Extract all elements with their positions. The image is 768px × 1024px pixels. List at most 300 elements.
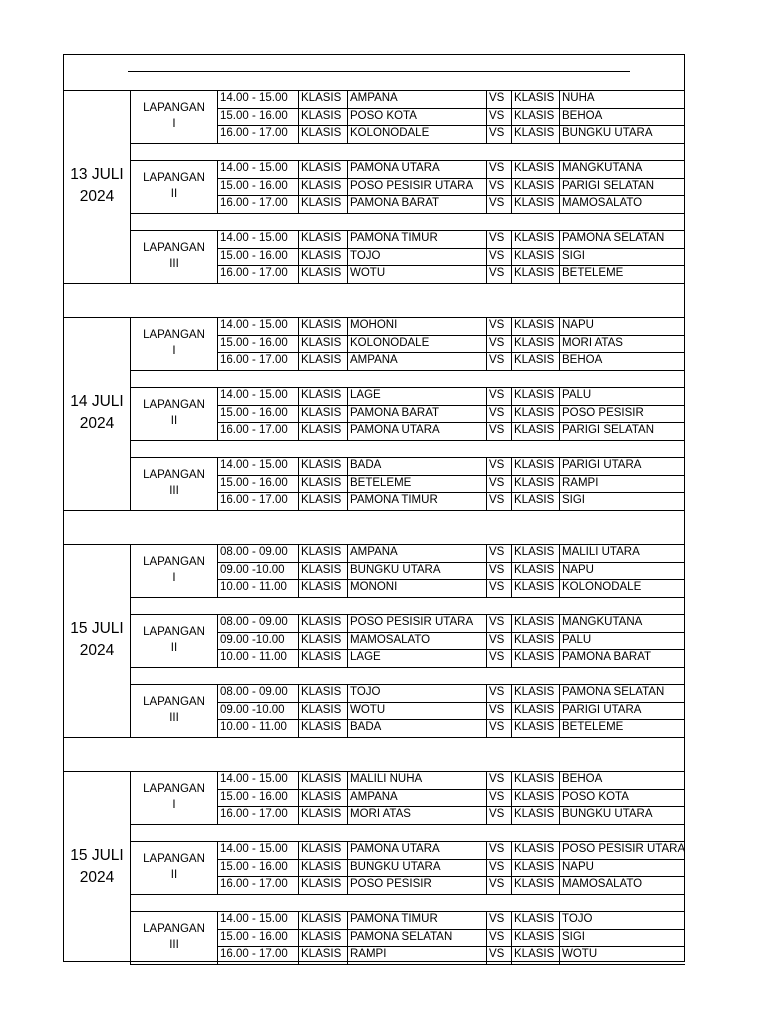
grid-line [130,283,685,284]
klasis-label: KLASIS [301,581,342,593]
field-label-number: III [169,939,179,952]
team-b: PARIGI UTARA [562,703,642,716]
team-a: MORI ATAS [350,808,411,820]
grid-line [559,90,560,143]
team-b: MAMOSALATO [562,197,643,209]
team-b: PARIGI UTARA [562,459,642,471]
grid-line [347,841,348,894]
grid-line [130,440,685,441]
match-time: 16.00 - 17.00 [220,878,288,890]
field-label [131,694,217,726]
team-a: KOLONODALE [350,127,430,139]
team-a: PAMONA TIMUR [350,232,438,244]
vs-label: VS [489,389,505,401]
team-a: POSO PESISIR UTARA [350,179,474,192]
team-b: POSO PESISIR UTARA [562,843,685,855]
klasis-label: KLASIS [514,930,555,943]
grid-line [511,230,512,283]
vs-label: VS [489,790,505,803]
grid-line [559,544,560,597]
klasis-label: KLASIS [514,354,555,366]
date-year: 2024 [79,415,115,433]
date-label [64,164,130,208]
team-b: NUHA [562,92,595,104]
match-time: 10.00 - 11.00 [220,721,287,733]
match-time: 08.00 - 09.00 [220,546,288,558]
vs-label: VS [489,948,505,960]
klasis-label: KLASIS [301,109,342,122]
klasis-label: KLASIS [301,808,342,820]
date-day-month: 14 JULI [70,393,124,411]
klasis-label: KLASIS [301,633,342,646]
field-label-number: I [172,799,176,812]
klasis-label: KLASIS [301,232,342,244]
vs-label: VS [489,546,505,558]
vs-label: VS [489,878,505,890]
grid-line [130,213,131,231]
team-b: MORI ATAS [562,336,623,349]
team-b: SIGI [562,249,586,262]
vs-label: VS [489,633,505,646]
team-b: PARIGI SELATAN [562,179,655,192]
grid-line [486,684,487,737]
team-a: BADA [350,721,382,733]
team-b: PAMONA SELATAN [562,686,665,698]
team-a: PAMONA TIMUR [350,913,438,925]
grid-line [486,387,487,440]
vs-label: VS [489,267,505,279]
team-b: POSO PESISIR [562,406,644,419]
field-label-number: II [170,415,178,428]
vs-label: VS [489,354,505,366]
match-time: 16.00 - 17.00 [220,424,288,436]
field-label-number: I [172,345,176,358]
grid-line [298,317,299,370]
team-a: MONONI [350,581,398,593]
klasis-label: KLASIS [514,616,555,628]
team-b: BEHOA [562,354,603,366]
klasis-label: KLASIS [301,703,342,716]
grid-line [486,771,487,824]
grid-line [130,143,131,161]
team-b: PAMONA SELATAN [562,232,665,244]
vs-label: VS [489,494,505,506]
team-a: TOJO [350,249,381,262]
field-label [131,100,217,132]
klasis-label: KLASIS [301,930,342,943]
klasis-label: KLASIS [301,459,342,471]
klasis-label: KLASIS [514,336,555,349]
match-time: 09.00 -10.00 [220,563,285,576]
grid-line [130,597,131,615]
match-time: 15.00 - 16.00 [220,109,288,122]
grid-line [511,160,512,213]
grid-line [486,160,487,213]
klasis-label: KLASIS [514,232,555,244]
klasis-label: KLASIS [514,319,555,331]
klasis-label: KLASIS [301,127,342,139]
grid-line [511,387,512,440]
date-year: 2024 [79,869,115,887]
grid-line [298,387,299,440]
grid-line [559,771,560,824]
klasis-label: KLASIS [514,581,555,593]
klasis-label: KLASIS [301,913,342,925]
team-b: RAMPI [562,476,599,489]
klasis-label: KLASIS [514,459,555,471]
match-time: 16.00 - 17.00 [220,948,288,960]
klasis-label: KLASIS [514,563,555,576]
grid-line [486,90,487,143]
team-b: MALILI UTARA [562,546,640,558]
team-b: PAMONA BARAT [562,651,652,663]
grid-line [559,387,560,440]
klasis-label: KLASIS [301,162,342,174]
grid-line [347,684,348,737]
team-b: KOLONODALE [562,581,642,593]
klasis-label: KLASIS [514,197,555,209]
klasis-label: KLASIS [301,651,342,663]
klasis-label: KLASIS [301,546,342,558]
team-a: AMPANA [350,354,398,366]
team-a: AMPANA [350,92,398,104]
match-time: 16.00 - 17.00 [220,127,288,139]
field-label-name: LAPANGAN [143,923,205,936]
klasis-label: KLASIS [301,686,342,698]
team-a: PAMONA UTARA [350,162,440,174]
team-b: SIGI [562,930,586,943]
grid-line [486,230,487,283]
grid-line [486,457,487,510]
field-label-name: LAPANGAN [143,172,205,185]
grid-line [347,90,348,143]
vs-label: VS [489,406,505,419]
grid-line [486,317,487,370]
grid-line [347,544,348,597]
klasis-label: KLASIS [301,319,342,331]
klasis-label: KLASIS [514,913,555,925]
date-day-month: 13 JULI [70,166,124,184]
match-time: 14.00 - 15.00 [220,913,288,925]
grid-line [559,160,560,213]
klasis-label: KLASIS [514,267,555,279]
field-label-name: LAPANGAN [143,696,205,709]
vs-label: VS [489,703,505,716]
vs-label: VS [489,232,505,244]
team-a: WOTU [350,703,386,716]
team-a: AMPANA [350,790,398,803]
team-b: TOJO [562,913,593,925]
date-label [64,391,130,435]
title-underline [128,71,630,72]
team-a: LAGE [350,389,381,401]
team-a: WOTU [350,267,386,279]
vs-label: VS [489,459,505,471]
klasis-label: KLASIS [514,773,555,785]
grid-line [559,317,560,370]
klasis-label: KLASIS [514,406,555,419]
team-b: BUNGKU UTARA [562,808,653,820]
grid-line [486,841,487,894]
vs-label: VS [489,808,505,820]
team-b: BEHOA [562,773,603,785]
date-label [64,618,130,662]
team-a: POSO PESISIR [350,878,432,890]
team-a: MOHONI [350,319,398,331]
klasis-label: KLASIS [514,633,555,646]
field-label [131,921,217,953]
field-label-number: I [172,118,176,131]
klasis-label: KLASIS [514,721,555,733]
klasis-label: KLASIS [514,860,555,873]
match-time: 14.00 - 15.00 [220,92,288,104]
vs-label: VS [489,721,505,733]
team-b: PARIGI SELATAN [562,424,655,436]
grid-line [298,841,299,894]
vs-label: VS [489,581,505,593]
grid-line [511,614,512,667]
field-label [131,170,217,202]
grid-line [130,370,131,388]
team-b: BEHOA [562,109,603,122]
team-b: BUNGKU UTARA [562,127,653,139]
klasis-label: KLASIS [514,476,555,489]
match-time: 16.00 - 17.00 [220,494,288,506]
date-day-month: 15 JULI [70,847,124,865]
grid-line [486,614,487,667]
team-a: PAMONA BARAT [350,406,440,419]
vs-label: VS [489,563,505,576]
field-label [131,624,217,656]
grid-line [130,597,685,598]
vs-label: VS [489,319,505,331]
grid-line [130,667,685,668]
grid-line [347,771,348,824]
team-b: MAMOSALATO [562,878,643,890]
grid-line [130,440,131,458]
match-time: 14.00 - 15.00 [220,843,288,855]
klasis-label: KLASIS [301,563,342,576]
field-label-number: III [169,712,179,725]
klasis-label: KLASIS [301,494,342,506]
match-time: 14.00 - 15.00 [220,162,288,174]
team-b: NAPU [562,860,594,873]
grid-line [511,911,512,964]
field-label-name: LAPANGAN [143,102,205,115]
team-b: NAPU [562,319,594,331]
field-label [131,781,217,813]
vs-label: VS [489,249,505,262]
vs-label: VS [489,179,505,192]
grid-line [130,667,131,685]
match-time: 15.00 - 16.00 [220,249,288,262]
klasis-label: KLASIS [301,92,342,104]
klasis-label: KLASIS [514,808,555,820]
klasis-label: KLASIS [514,109,555,122]
team-a: PAMONA TIMUR [350,494,438,506]
team-a: TOJO [350,686,381,698]
klasis-label: KLASIS [514,424,555,436]
match-time: 08.00 - 09.00 [220,616,288,628]
grid-line [559,911,560,964]
vs-label: VS [489,773,505,785]
field-label-name: LAPANGAN [143,853,205,866]
grid-line [130,894,685,895]
match-time: 15.00 - 16.00 [220,790,288,803]
grid-line [559,841,560,894]
team-a: POSO PESISIR UTARA [350,616,474,628]
team-b: NAPU [562,563,594,576]
vs-label: VS [489,930,505,943]
match-time: 08.00 - 09.00 [220,686,288,698]
match-time: 16.00 - 17.00 [220,354,288,366]
team-a: RAMPI [350,948,387,960]
grid-line [559,684,560,737]
vs-label: VS [489,127,505,139]
grid-line [486,911,487,964]
match-time: 16.00 - 17.00 [220,197,288,209]
match-time: 15.00 - 16.00 [220,406,288,419]
grid-line [298,90,299,143]
team-b: WOTU [562,948,598,960]
grid-line [511,771,512,824]
field-label-number: III [169,485,179,498]
vs-label: VS [489,651,505,663]
team-a: BADA [350,459,382,471]
klasis-label: KLASIS [301,336,342,349]
team-a: KOLONODALE [350,336,430,349]
grid-line [347,387,348,440]
team-a: BUNGKU UTARA [350,860,441,873]
vs-label: VS [489,197,505,209]
grid-line [298,684,299,737]
field-label-name: LAPANGAN [143,626,205,639]
klasis-label: KLASIS [301,616,342,628]
team-b: PALU [562,389,592,401]
klasis-label: KLASIS [514,686,555,698]
grid-line [347,457,348,510]
grid-line [130,824,131,842]
team-a: BETELEME [350,476,412,489]
team-a: MALILI NUHA [350,773,423,785]
grid-line [298,911,299,964]
vs-label: VS [489,162,505,174]
team-a: PAMONA BARAT [350,197,440,209]
match-time: 15.00 - 16.00 [220,860,288,873]
team-a: PAMONA UTARA [350,843,440,855]
klasis-label: KLASIS [301,354,342,366]
field-label-name: LAPANGAN [143,556,205,569]
match-time: 14.00 - 15.00 [220,773,288,785]
team-a: POSO KOTA [350,109,417,122]
grid-line [559,614,560,667]
field-label [131,327,217,359]
klasis-label: KLASIS [514,651,555,663]
klasis-label: KLASIS [514,546,555,558]
grid-line [347,230,348,283]
team-b: BETELEME [562,267,624,279]
grid-line [298,457,299,510]
klasis-label: KLASIS [301,721,342,733]
klasis-label: KLASIS [301,267,342,279]
team-b: PALU [562,633,592,646]
klasis-label: KLASIS [301,249,342,262]
match-time: 09.00 -10.00 [220,703,285,716]
klasis-label: KLASIS [514,127,555,139]
match-time: 10.00 - 11.00 [220,581,287,593]
team-a: AMPANA [350,546,398,558]
field-label [131,554,217,586]
field-label-name: LAPANGAN [143,783,205,796]
klasis-label: KLASIS [514,162,555,174]
grid-line [511,317,512,370]
klasis-label: KLASIS [301,878,342,890]
grid-line [511,544,512,597]
klasis-label: KLASIS [301,860,342,873]
match-time: 16.00 - 17.00 [220,267,288,279]
team-a: MAMOSALATO [350,633,431,646]
field-label-number: I [172,572,176,585]
field-label [131,467,217,499]
klasis-label: KLASIS [514,92,555,104]
grid-line [298,160,299,213]
klasis-label: KLASIS [514,703,555,716]
match-time: 14.00 - 15.00 [220,232,288,244]
field-label-name: LAPANGAN [143,242,205,255]
vs-label: VS [489,616,505,628]
klasis-label: KLASIS [514,389,555,401]
klasis-label: KLASIS [301,406,342,419]
klasis-label: KLASIS [514,179,555,192]
match-time: 14.00 - 15.00 [220,459,288,471]
match-time: 16.00 - 17.00 [220,808,288,820]
field-label-name: LAPANGAN [143,469,205,482]
field-label [131,240,217,272]
grid-line [130,824,685,825]
match-time: 15.00 - 16.00 [220,336,288,349]
match-time: 15.00 - 16.00 [220,930,288,943]
team-a: PAMONA SELATAN [350,930,453,943]
vs-label: VS [489,109,505,122]
date-day-month: 15 JULI [70,620,124,638]
vs-label: VS [489,92,505,104]
klasis-label: KLASIS [301,773,342,785]
klasis-label: KLASIS [514,249,555,262]
klasis-label: KLASIS [301,197,342,209]
team-b: BETELEME [562,721,624,733]
grid-line [511,90,512,143]
grid-line [130,213,685,214]
klasis-label: KLASIS [301,948,342,960]
grid-line [559,230,560,283]
grid-line [130,370,685,371]
field-label [131,397,217,429]
match-time: 14.00 - 15.00 [220,319,288,331]
team-a: BUNGKU UTARA [350,563,441,576]
grid-line [347,317,348,370]
grid-line [298,614,299,667]
match-time: 15.00 - 16.00 [220,476,288,489]
vs-label: VS [489,860,505,873]
field-label [131,851,217,883]
team-b: SIGI [562,494,586,506]
match-time: 15.00 - 16.00 [220,179,288,192]
klasis-label: KLASIS [301,843,342,855]
vs-label: VS [489,686,505,698]
grid-line [130,964,685,965]
field-label-number: III [169,258,179,271]
klasis-label: KLASIS [514,843,555,855]
